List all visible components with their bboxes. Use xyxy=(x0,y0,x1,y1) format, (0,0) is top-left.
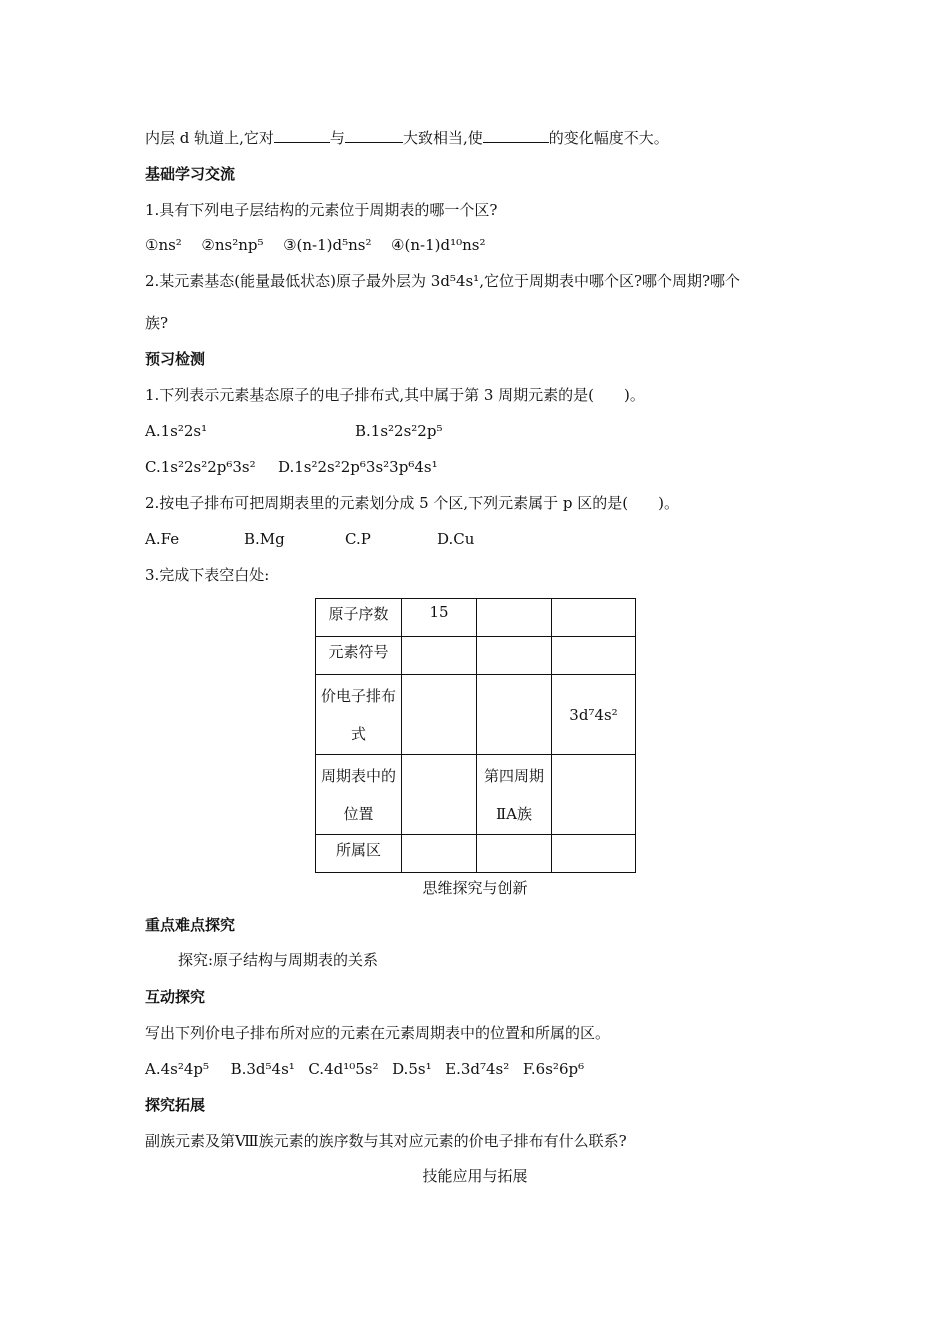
question-1-options xyxy=(145,235,485,255)
interactive-option-b: B.3d⁵4s¹ xyxy=(230,1060,295,1078)
cell-atomic-number-2[interactable] xyxy=(477,599,552,637)
question-2-line1: 2.某元素基态(能量最低状态)原子最外层为 3d⁵4s¹,它位于周期表中哪个区?哪个周期?哪个 xyxy=(145,272,741,290)
p2-options xyxy=(145,529,474,549)
intro-suffix: 的变化幅度不大。 xyxy=(548,129,669,147)
question-1: 1.具有下列电子层结构的元素位于周期表的哪一个区? xyxy=(145,201,498,219)
cell-atomic-number-1[interactable]: 15 xyxy=(402,599,477,637)
p1-option-b: B.1s²2s²2p⁵ xyxy=(355,422,443,440)
cell-symbol-1[interactable] xyxy=(402,637,477,675)
section-interactive-heading: 互动探究 xyxy=(145,988,206,1006)
cell-position-3[interactable] xyxy=(552,755,636,835)
cell-block-2[interactable] xyxy=(477,835,552,873)
row-label-block: 所属区 xyxy=(316,835,402,873)
cell-symbol-3[interactable] xyxy=(552,637,636,675)
interactive-option-c: C.4d¹⁰5s² xyxy=(308,1060,379,1078)
preview-question-1: 1.下列表示元素基态原子的电子排布式,其中属于第 3 周期元素的是( )。 xyxy=(145,386,645,404)
p1-options-row2 xyxy=(145,457,438,477)
cell-symbol-2[interactable] xyxy=(477,637,552,675)
interactive-question: 写出下列价电子排布所对应的元素在元素周期表中的位置和所属的区。 xyxy=(145,1024,611,1042)
row-label-symbol: 元素符号 xyxy=(316,637,402,675)
p1-option-a: A.1s²2s¹ xyxy=(145,422,208,440)
table-row xyxy=(316,755,636,835)
section-basic-heading: 基础学习交流 xyxy=(145,165,236,183)
heading-thinking: 思维探究与创新 xyxy=(422,879,528,897)
cell-position-2-l1: 第四周期 xyxy=(483,766,544,785)
interactive-option-e: E.3d⁷4s² xyxy=(445,1060,510,1078)
row-label-valence xyxy=(316,675,402,755)
p2-option-a: A.Fe xyxy=(145,530,180,548)
row-label-atomic-number: 原子序数 xyxy=(316,599,402,637)
preview-question-3: 3.完成下表空白处: xyxy=(145,566,270,584)
fill-blank-1[interactable] xyxy=(274,128,330,143)
fill-blank-3[interactable] xyxy=(483,128,549,143)
section-extend-heading: 探究拓展 xyxy=(145,1096,206,1114)
fill-blank-2[interactable] xyxy=(345,128,403,143)
intro-mid1: 与 xyxy=(329,129,345,147)
intro-prefix: 内层 d 轨道上,它对 xyxy=(145,129,274,147)
q1-option-4: ④(n-1)d¹⁰ns² xyxy=(391,236,486,254)
intro-mid2: 大致相当,使 xyxy=(402,129,483,147)
q1-option-1: ①ns² xyxy=(145,236,182,254)
cell-position-2[interactable] xyxy=(477,755,552,835)
q1-option-2: ②ns²np⁵ xyxy=(201,236,264,254)
cell-atomic-number-3[interactable] xyxy=(552,599,636,637)
p1-option-d: D.1s²2s²2p⁶3s²3p⁶4s¹ xyxy=(278,458,438,476)
intro-line xyxy=(145,128,669,148)
table-row xyxy=(316,637,636,675)
question-2-line2: 族? xyxy=(145,314,169,332)
p2-option-b: B.Mg xyxy=(244,530,285,548)
cell-position-1[interactable] xyxy=(402,755,477,835)
row-label-position xyxy=(316,755,402,835)
p2-option-c: C.P xyxy=(345,530,371,548)
table-row xyxy=(316,675,636,755)
cell-valence-3[interactable]: 3d⁷4s² xyxy=(552,675,636,755)
section-preview-heading: 预习检测 xyxy=(145,350,206,368)
section-key-heading: 重点难点探究 xyxy=(145,916,236,934)
row-label-position-l1: 周期表中的 xyxy=(320,766,396,785)
p2-option-d: D.Cu xyxy=(437,530,475,548)
cell-valence-2[interactable] xyxy=(477,675,552,755)
table-row xyxy=(316,835,636,873)
p1-options-row1 xyxy=(145,421,442,441)
row-label-position-l2: 位置 xyxy=(343,804,374,823)
fill-in-table xyxy=(315,598,636,873)
interactive-option-d: D.5s¹ xyxy=(392,1060,432,1078)
row-label-valence-l2: 式 xyxy=(350,724,366,743)
interactive-option-a: A.4s²4p⁵ xyxy=(145,1060,210,1078)
interactive-options xyxy=(145,1059,584,1079)
q1-option-3: ③(n-1)d⁵ns² xyxy=(283,236,372,254)
row-label-valence-l1: 价电子排布 xyxy=(320,686,396,705)
explore-title: 探究:原子结构与周期表的关系 xyxy=(178,951,379,969)
cell-block-3[interactable] xyxy=(552,835,636,873)
preview-question-2: 2.按电子排布可把周期表里的元素划分成 5 个区,下列元素属于 p 区的是( )。 xyxy=(145,494,680,512)
cell-valence-1[interactable] xyxy=(402,675,477,755)
table-row xyxy=(316,599,636,637)
p1-option-c: C.1s²2s²2p⁶3s² xyxy=(145,458,256,476)
cell-block-1[interactable] xyxy=(402,835,477,873)
interactive-option-f: F.6s²6p⁶ xyxy=(522,1060,585,1078)
heading-skill: 技能应用与拓展 xyxy=(422,1167,528,1185)
extend-question: 副族元素及第Ⅷ族元素的族序数与其对应元素的价电子排布有什么联系? xyxy=(145,1132,627,1150)
cell-position-2-l2: ⅡA族 xyxy=(495,804,533,823)
